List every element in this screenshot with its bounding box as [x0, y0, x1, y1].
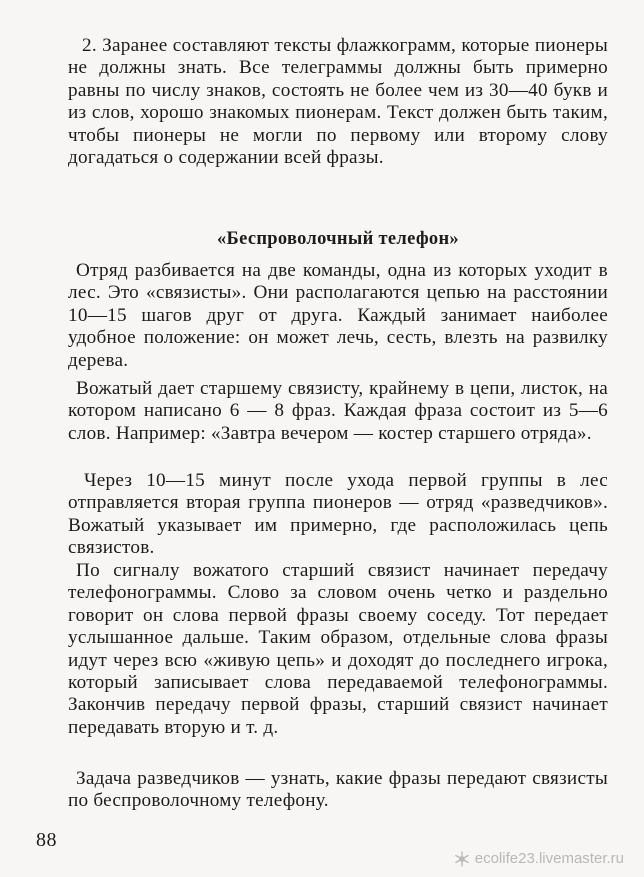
paragraph-scouts: Через 10—15 минут после ухода первой группы в лес отправляется вторая группа пионеров — отряд «разведчиков». Вожатый указывает им примерно, где расположилась цепь связистов.	[68, 470, 608, 559]
paragraph-rule-2: 2. Заранее составляют тексты флажкограмм, которые пионеры не должны знать. Все телеграммы должны быть примерно равны по числу знаков, состоять не более чем из 30—40 букв и из слов, хорошо знакомых пионерам. Текст должен быть таким, чтобы пионеры не могли по первому или второму слову догадаться о содержании всей фразы.	[68, 35, 608, 169]
watermark	[454, 850, 624, 867]
paragraph-teams: Отряд разбивается на две команды, одна из которых уходит в лес. Это «связисты». Они располагаются цепью на расстоянии 10—15 шагов друг от друга. Каждый занимает наиболее удобное положение: он может лечь, сесть, влезть на развилку дерева.	[68, 260, 608, 371]
page-number: 88	[36, 829, 57, 851]
paragraph-task: Задача разведчиков — узнать, какие фразы передают связисты по беспроволочному телефону.	[68, 768, 608, 812]
snowflake-icon	[454, 851, 470, 867]
paragraph-transmission: По сигналу вожатого старший связист начинает передачу телефонограммы. Слово за словом очень четко и раздельно говорит он слова первой фразы своему соседу. Тот передает услышанное дальше. Таким образом, отдельные слова фразы идут через всю «живую цепь» и доходят до последнего игрока, который записывает слова передаваемой телефонограммы. Закончив передачу первой фразы, старший связист начинает передавать вторую и т. д.	[68, 560, 608, 738]
section-heading: «Беспроволочный телефон»	[217, 229, 459, 249]
paragraph-phrases: Вожатый дает старшему связисту, крайнему в цепи, листок, на котором написано 6 — 8 фраз. Каждая фраза состоит из 5—6 слов. Например: «Завтра вечером — костер старшего отряда».	[68, 378, 608, 444]
watermark-text: ecolife23.livemaster.ru	[474, 850, 624, 867]
